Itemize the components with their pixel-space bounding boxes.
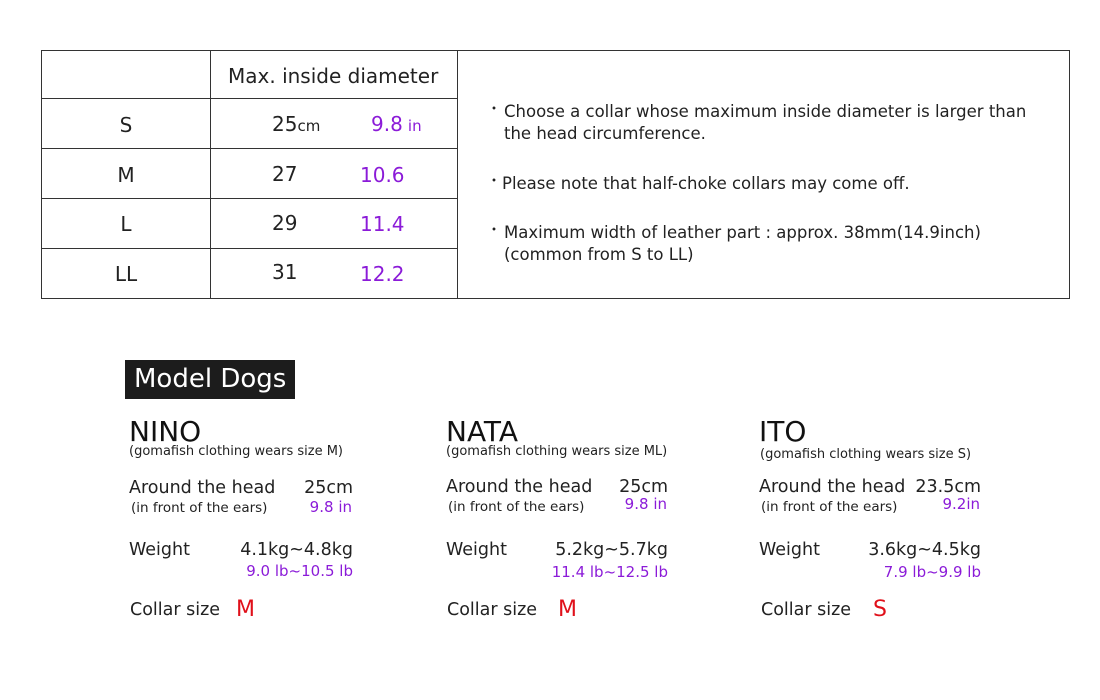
note-text: Choose a collar whose maximum inside diameter is larger than the head circumference. bbox=[504, 102, 1027, 143]
table-header: Max. inside diameter bbox=[228, 64, 439, 88]
head-cm-value: 23.5cm bbox=[915, 477, 981, 497]
collar-size-value: S bbox=[873, 597, 887, 622]
size-inch-value: 9.8 in bbox=[371, 112, 422, 136]
head-sub-label: (in front of the ears) bbox=[448, 499, 585, 515]
table-divider bbox=[42, 98, 458, 99]
in-unit: in bbox=[407, 117, 422, 135]
bullet-icon: ・ bbox=[486, 99, 503, 118]
dog-name: NATA bbox=[446, 415, 519, 448]
size-inch-value: 10.6 bbox=[360, 163, 405, 187]
dog-note: (gomafish clothing wears size S) bbox=[760, 447, 972, 462]
dog-note: (gomafish clothing wears size ML) bbox=[446, 444, 668, 459]
head-label: Around the head bbox=[129, 478, 276, 498]
size-cm-value: 25cm bbox=[272, 112, 321, 136]
head-cm-value: 25cm bbox=[304, 478, 353, 498]
dog-card bbox=[759, 417, 981, 627]
weight-lb-value: 9.0 lb~10.5 lb bbox=[246, 562, 353, 580]
collar-label: Collar size bbox=[761, 600, 852, 620]
collar-size-value: M bbox=[558, 597, 577, 622]
section-title: Model Dogs bbox=[125, 360, 295, 399]
weight-kg-value: 5.2kg~5.7kg bbox=[555, 540, 668, 560]
collar-label: Collar size bbox=[130, 600, 221, 620]
table-divider bbox=[457, 51, 458, 298]
size-cm-value: 29 bbox=[272, 211, 298, 235]
size-label: L bbox=[120, 212, 132, 236]
collar-label: Collar size bbox=[447, 600, 538, 620]
head-label: Around the head bbox=[446, 477, 593, 497]
size-table bbox=[41, 50, 1070, 299]
head-label: Around the head bbox=[759, 477, 906, 497]
dog-card bbox=[129, 417, 353, 627]
size-cm-value: 27 bbox=[272, 162, 298, 186]
table-divider bbox=[42, 198, 458, 199]
head-sub-label: (in front of the ears) bbox=[761, 499, 898, 515]
head-sub-label: (in front of the ears) bbox=[131, 500, 268, 516]
note-text: Please note that half-choke collars may come off. bbox=[502, 174, 910, 193]
head-inch-value: 9.2in bbox=[942, 495, 980, 513]
note-text: Maximum width of leather part : approx. 38mm(14.9inch) (common from S to LL) bbox=[504, 223, 981, 264]
weight-label: Weight bbox=[129, 540, 190, 560]
dog-name: ITO bbox=[759, 415, 807, 448]
cm-unit: cm bbox=[297, 117, 321, 135]
size-inch-value: 12.2 bbox=[360, 262, 405, 286]
size-inch-value: 11.4 bbox=[360, 212, 405, 236]
table-divider bbox=[42, 148, 458, 149]
weight-kg-value: 3.6kg~4.5kg bbox=[868, 540, 981, 560]
size-label: M bbox=[117, 163, 135, 187]
size-cm-value: 31 bbox=[272, 260, 298, 284]
dog-note: (gomafish clothing wears size M) bbox=[129, 444, 343, 459]
weight-lb-value: 11.4 lb~12.5 lb bbox=[551, 563, 668, 581]
note-item bbox=[486, 173, 1046, 195]
table-divider bbox=[42, 248, 458, 249]
weight-label: Weight bbox=[759, 540, 820, 560]
head-cm-value: 25cm bbox=[619, 477, 668, 497]
dog-name: NINO bbox=[129, 415, 202, 448]
bullet-icon: ・ bbox=[486, 220, 503, 239]
size-label: LL bbox=[114, 262, 138, 286]
weight-label: Weight bbox=[446, 540, 507, 560]
note-item bbox=[486, 101, 1046, 145]
head-inch-value: 9.8 in bbox=[624, 495, 667, 513]
table-divider bbox=[210, 51, 211, 298]
bullet-icon: ・ bbox=[486, 171, 503, 190]
weight-lb-value: 7.9 lb~9.9 lb bbox=[883, 563, 981, 581]
collar-size-value: M bbox=[236, 597, 255, 622]
weight-kg-value: 4.1kg~4.8kg bbox=[240, 540, 353, 560]
head-inch-value: 9.8 in bbox=[309, 498, 352, 516]
dog-card bbox=[446, 417, 668, 627]
note-item bbox=[486, 222, 1026, 266]
size-label: S bbox=[119, 113, 133, 137]
